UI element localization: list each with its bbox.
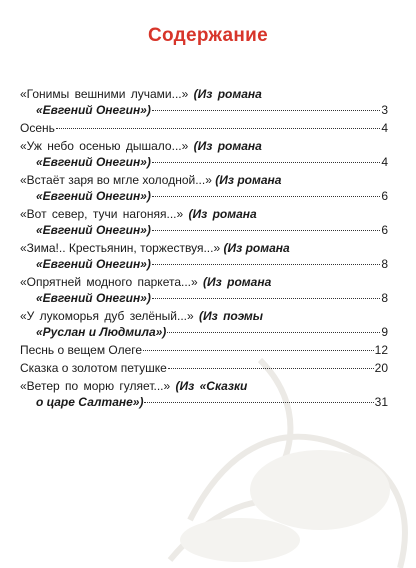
entry-source: (Из романа xyxy=(223,241,290,255)
dot-leader xyxy=(144,402,373,403)
entry-source-cont: «Евгений Онегин») xyxy=(36,155,151,169)
entry-title: Осень xyxy=(20,121,55,135)
entry-source-cont: «Евгений Онегин») xyxy=(36,257,151,271)
page-number: 6 xyxy=(381,189,388,203)
toc-entry xyxy=(20,274,388,306)
page-number: 4 xyxy=(381,155,388,169)
toc-entry xyxy=(20,342,388,358)
entry-source: (Из романа xyxy=(215,173,282,187)
entry-title: «Зима!.. Крестьянин, торжествуя...» xyxy=(20,241,221,255)
page-title: Содержание xyxy=(147,25,269,46)
dot-leader xyxy=(143,350,374,351)
entry-source: (Из поэмы xyxy=(199,309,264,323)
entry-source: (Из романа xyxy=(193,139,262,153)
entry-title: «Опрятней модного паркета...» xyxy=(20,275,198,289)
toc-entry xyxy=(20,206,388,238)
dot-leader xyxy=(152,162,380,163)
dot-leader xyxy=(152,264,380,265)
entry-title: «Вот север, тучи нагоняя...» xyxy=(20,207,184,221)
toc-entry xyxy=(20,120,388,136)
toc-entry xyxy=(20,86,388,118)
entry-source-cont: о царе Салтане») xyxy=(36,395,144,409)
page-number: 20 xyxy=(374,361,388,375)
entry-title: «Уж небо осенью дышало...» xyxy=(20,139,189,153)
page-number: 9 xyxy=(381,325,388,339)
entry-source-cont: «Евгений Онегин») xyxy=(36,223,151,237)
page-number: 4 xyxy=(381,121,388,135)
dot-leader xyxy=(167,332,380,333)
toc-entry xyxy=(20,308,388,340)
page-number: 6 xyxy=(381,223,388,237)
dot-leader xyxy=(168,368,374,369)
dot-leader xyxy=(152,196,380,197)
entry-title: «У лукоморья дуб зелёный...» xyxy=(20,309,194,323)
entry-source-cont: «Руслан и Людмила») xyxy=(36,325,167,339)
entry-source: (Из романа xyxy=(188,207,257,221)
entry-title: Песнь о вещем Олеге xyxy=(20,343,143,357)
dot-leader xyxy=(56,128,380,129)
entry-source: (Из романа xyxy=(193,87,262,101)
page-number: 8 xyxy=(381,257,388,271)
entry-source: (Из «Сказки xyxy=(175,379,248,393)
entry-source-cont: «Евгений Онегин») xyxy=(36,103,151,117)
entry-source: (Из романа xyxy=(203,275,272,289)
dot-leader xyxy=(152,298,380,299)
entry-title: «Гонимы вешними лучами...» xyxy=(20,87,189,101)
toc-entry xyxy=(20,240,388,272)
page-number: 12 xyxy=(374,343,388,357)
page-number: 8 xyxy=(381,291,388,305)
page-number: 31 xyxy=(374,395,388,409)
dot-leader xyxy=(152,230,380,231)
entry-title: Сказка о золотом петушке xyxy=(20,361,167,375)
toc-entry xyxy=(20,172,388,204)
dot-leader xyxy=(152,110,380,111)
toc-list xyxy=(20,86,388,412)
entry-title: «Встаёт заря во мгле холодной...» xyxy=(20,173,212,187)
page-number: 3 xyxy=(381,103,388,117)
toc-entry xyxy=(20,138,388,170)
toc-entry xyxy=(20,378,388,410)
entry-title: «Ветер по морю гуляет...» xyxy=(20,379,171,393)
entry-source-cont: «Евгений Онегин») xyxy=(36,291,151,305)
toc-entry xyxy=(20,360,388,376)
entry-source-cont: «Евгений Онегин») xyxy=(36,189,151,203)
